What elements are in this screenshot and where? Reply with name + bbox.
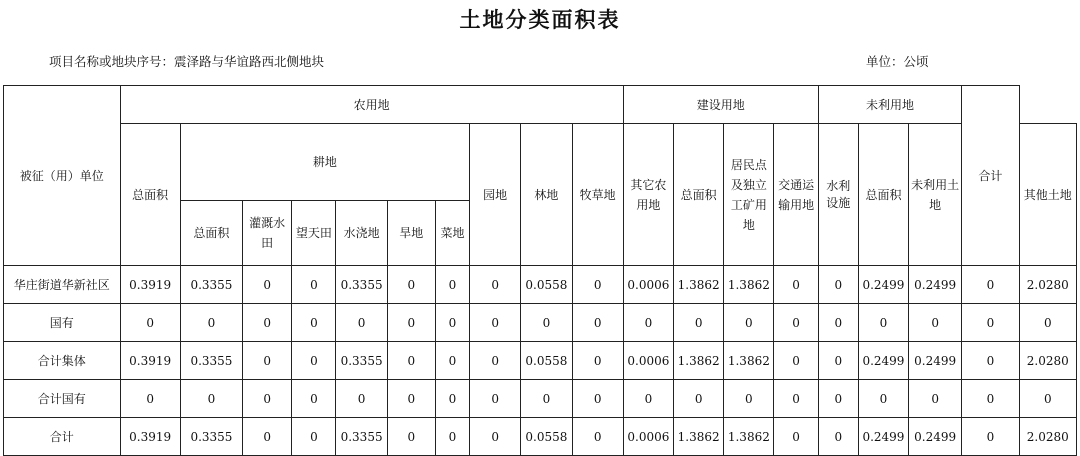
table-cell: 0 [962,342,1019,380]
table-cell: 0 [387,304,435,342]
table-cell: 0.2499 [909,342,962,380]
table-cell: 0 [387,342,435,380]
table-cell: 0 [674,304,724,342]
page-title: 土地分类面积表 [459,8,621,32]
header-rainfed-paddy: 望天田 [292,201,336,266]
table-cell: 0 [180,380,242,418]
table-cell: 0 [336,380,387,418]
land-classification-table [3,85,1077,456]
table-cell: 0.0558 [521,342,572,380]
project-info [49,52,324,70]
table-cell: 0 [572,304,623,342]
table-cell: 0.2499 [858,266,908,304]
table-cell: 0.0558 [521,266,572,304]
table-cell: 0 [909,380,962,418]
table-cell: 0 [858,304,908,342]
table-cell: 0 [243,266,292,304]
unit-value: 公顷 [903,54,929,69]
table-cell: 0 [774,380,818,418]
project-label: 项目名称或地块序号： [49,54,175,69]
table-cell: 0.3355 [180,342,242,380]
table-cell: 0 [818,342,858,380]
table-cell: 0 [292,266,336,304]
table-row [4,304,1077,342]
table-cell: 0 [572,266,623,304]
table-cell: 0 [470,304,521,342]
header-transport: 交通运输用地 [774,124,818,266]
project-name: 震泽路与华谊路西北侧地块 [174,54,325,69]
table-cell: 0 [243,342,292,380]
header-unused-soil: 未利用土地 [909,124,962,266]
header-cultivated-land: 耕地 [180,124,469,201]
header-water-facility: 水利设施 [818,124,858,266]
table-cell: 0.2499 [909,266,962,304]
header-unused-land: 未利用地 [818,86,962,124]
table-cell: 0 [1019,380,1076,418]
table-cell: 1.3862 [724,418,774,456]
header-garden: 园地 [470,124,521,266]
row-unit-name: 合计 [4,418,121,456]
table-body [4,266,1077,456]
table-cell: 0 [858,380,908,418]
header-residential: 居民点及独立工矿用地 [724,124,774,266]
table-cell: 2.0280 [1019,342,1076,380]
header-cons-total-area: 总面积 [674,124,724,266]
row-unit-name: 合计集体 [4,342,121,380]
table-cell: 0.0006 [623,418,673,456]
table-cell: 0 [572,418,623,456]
header-cult-total-area: 总面积 [180,201,242,266]
table-cell: 0 [962,380,1019,418]
table-row [4,418,1077,456]
table-cell: 0 [470,266,521,304]
table-cell: 0.2499 [858,418,908,456]
table-cell: 0 [435,342,469,380]
header-unit: 被征（用）单位 [4,86,121,266]
table-cell: 0.3919 [120,266,180,304]
table-cell: 0 [1019,304,1076,342]
table-cell: 0 [435,304,469,342]
table-cell: 0 [572,342,623,380]
table-cell: 0 [521,304,572,342]
table-row [4,342,1077,380]
table-cell: 0 [435,418,469,456]
header-unused-total-area: 总面积 [858,124,908,266]
table-cell: 0 [292,342,336,380]
table-cell: 0 [818,266,858,304]
table-cell: 0.0006 [623,342,673,380]
table-cell: 0 [774,418,818,456]
table-cell: 0 [774,304,818,342]
header-row-2 [4,124,1077,201]
table-cell: 0.2499 [909,418,962,456]
table-cell: 0 [243,304,292,342]
table-cell: 2.0280 [1019,266,1076,304]
table-cell: 0 [572,380,623,418]
table-cell: 0 [774,342,818,380]
row-unit-name: 合计国有 [4,380,121,418]
table-cell: 0.3355 [180,418,242,456]
table-cell: 0 [435,266,469,304]
table-cell: 0 [470,380,521,418]
table-cell: 0.0006 [623,266,673,304]
table-cell: 1.3862 [724,342,774,380]
table-cell: 0 [292,380,336,418]
table-cell: 0 [818,418,858,456]
table-cell: 0 [292,418,336,456]
table-cell: 0.3919 [120,342,180,380]
table-cell: 0 [962,418,1019,456]
row-unit-name: 国有 [4,304,121,342]
unit-label: 单位： [866,54,904,69]
table-cell: 0.3355 [336,418,387,456]
table-cell: 0 [909,304,962,342]
header-vegetable-land: 菜地 [435,201,469,266]
table-cell: 0.0558 [521,418,572,456]
header-other-land: 其他土地 [1019,124,1076,266]
table-cell: 0 [962,266,1019,304]
table-cell: 0 [120,380,180,418]
table-cell: 0 [724,380,774,418]
table-cell: 0 [387,418,435,456]
table-cell: 0.2499 [858,342,908,380]
header-total: 合计 [962,86,1019,266]
table-cell: 0 [243,418,292,456]
table-cell: 0 [623,304,673,342]
table-cell: 0.3355 [336,266,387,304]
header-forest: 林地 [521,124,572,266]
table-cell: 0 [292,304,336,342]
header-irrigated-paddy: 灌溉水田 [243,201,292,266]
table-cell: 0 [387,266,435,304]
table-cell: 0 [470,342,521,380]
header-construction-land: 建设用地 [623,86,818,124]
row-unit-name: 华庄街道华新社区 [4,266,121,304]
table-cell: 0.3355 [180,266,242,304]
unit-info [866,52,929,70]
table-cell: 0 [962,304,1019,342]
table-cell: 0 [674,380,724,418]
table-cell: 0.3355 [336,342,387,380]
header-agricultural-land: 农用地 [120,86,623,124]
table-cell: 0 [774,266,818,304]
table-cell: 2.0280 [1019,418,1076,456]
table-cell: 0 [724,304,774,342]
table-cell: 1.3862 [674,418,724,456]
table-cell: 0 [470,418,521,456]
header-agri-total-area: 总面积 [120,124,180,266]
table-cell: 1.3862 [674,266,724,304]
table-cell: 0 [387,380,435,418]
table-row [4,266,1077,304]
table-cell: 0.3919 [120,418,180,456]
header-pasture: 牧草地 [572,124,623,266]
table-cell: 0 [521,380,572,418]
table-cell: 0 [336,304,387,342]
table-cell: 0 [435,380,469,418]
header-row-1 [4,86,1077,124]
header-dry-land: 旱地 [387,201,435,266]
header-other-agri: 其它农用地 [623,124,673,266]
table-cell: 0 [243,380,292,418]
table-cell: 1.3862 [674,342,724,380]
table-cell: 0 [818,380,858,418]
table-cell: 0 [180,304,242,342]
table-cell: 0 [120,304,180,342]
table-cell: 0 [623,380,673,418]
header-irrigated-land: 水浇地 [336,201,387,266]
table-cell: 1.3862 [724,266,774,304]
table-row [4,380,1077,418]
table-cell: 0 [818,304,858,342]
